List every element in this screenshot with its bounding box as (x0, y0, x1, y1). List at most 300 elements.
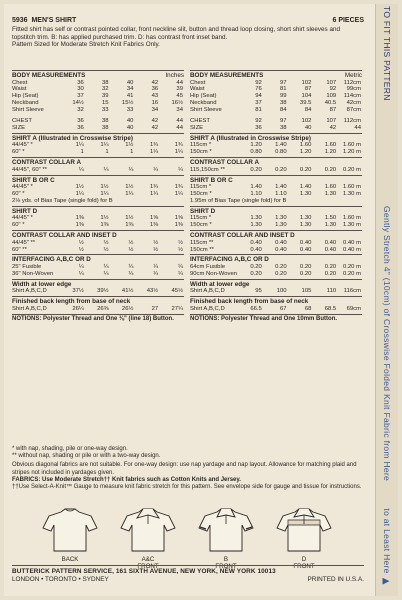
row-value: 0.20 m (342, 270, 361, 277)
row-value: 0.80 (250, 149, 262, 156)
row-value: 68 (304, 305, 312, 312)
pattern-description: Fitted shirt has self or contrast pointed collar, front neckline slit, button and thread loop closing, short shirt sleeves and topstitch trim. B: has applied purchased trim. D: has contrast front inset band. (12, 26, 340, 41)
section-title (190, 298, 362, 306)
row-value: 1⅜ (100, 222, 109, 229)
row-label: 115,150cm ** (190, 166, 225, 173)
row-value: 1¾ (149, 184, 159, 191)
row-value: 0.20 (250, 263, 262, 270)
row-value: ¼ (128, 270, 134, 277)
measurement-row (190, 86, 362, 93)
row-value: 114cm (343, 93, 361, 100)
pattern-header (12, 16, 364, 49)
row-value: 39½ (97, 288, 109, 295)
row-value: 39 (176, 86, 183, 93)
measurement-row (190, 306, 362, 313)
diagonal-note: Obvious diagonal fabrics are not suitable. For one-way design: use nap yardage and nap layout. Allowance for matching plaid and stripes not included in yardages given. (12, 462, 357, 476)
row-value: ½ (78, 239, 84, 246)
gauge-top-label: TO FIT THIS PATTERN (382, 6, 392, 101)
notions: NOTIONS: Polyester Thread and One ⅜" (line 18) Button. (12, 314, 184, 323)
row-value: 0.20 (324, 166, 337, 173)
row-value: 67 (280, 305, 287, 312)
row-value: 104 (301, 93, 312, 100)
row-value: 0.20 (299, 263, 312, 270)
row-label: Chest (12, 79, 28, 86)
row-value: 1¾ (149, 142, 159, 149)
measurement-row (190, 80, 362, 87)
measurement-row (12, 100, 184, 107)
measurement-row (12, 271, 184, 278)
section-shirt-d (190, 206, 362, 229)
row-label: 150cm * (190, 149, 212, 156)
row-value: 40 (126, 79, 134, 86)
row-value: 45½ (171, 288, 183, 295)
measurement-row (12, 149, 184, 156)
row-value: ¼ (103, 166, 109, 173)
section-title-text: Width at lower edge (190, 280, 250, 288)
row-value: 107 (326, 118, 337, 125)
row-value: 1¾ (174, 142, 183, 149)
row-value: 92 (329, 86, 337, 93)
row-value: 42 (151, 79, 159, 86)
row-value: 0.20 (324, 270, 337, 277)
row-label: Neckband (190, 100, 217, 107)
section-width (12, 279, 184, 295)
row-label: Chest (190, 79, 206, 86)
row-value: 116cm (343, 288, 361, 295)
section-shirt-a (12, 133, 184, 156)
measurement-row (190, 149, 362, 156)
row-label: 64cm Fusible (190, 263, 226, 270)
row-value: 43½ (146, 288, 159, 295)
row-value: 1.40 (250, 184, 262, 191)
row-label: Shirt A,B,C,D (12, 288, 47, 295)
section-title (12, 135, 184, 143)
section-title-text: BODY MEASUREMENTS (190, 72, 264, 79)
row-value: ¼ (153, 166, 159, 173)
row-value: 44 (354, 124, 361, 131)
row-value: 81 (255, 107, 262, 114)
row-label: 150cm * (190, 190, 212, 197)
row-label: Hip (Seat) (12, 93, 39, 100)
section-collar-inset (12, 230, 184, 253)
row-value: 32 (77, 107, 84, 114)
row-value: 16½ (171, 100, 183, 107)
gauge-bottom-label: to at Least Here (382, 508, 392, 574)
measurement-row (12, 247, 184, 254)
figure-caption: D FRONT (293, 556, 315, 570)
row-value: 44 (176, 118, 183, 125)
section-title-text: SHIRT A (Illustrated in Crosswise Stripe) (12, 134, 133, 142)
unit-label: Metric (344, 72, 362, 79)
row-value: 34 (126, 86, 134, 93)
section-title (190, 208, 362, 216)
section-title (12, 177, 184, 185)
row-label: 44/45", 60" ** (12, 166, 47, 173)
section-body (190, 70, 362, 132)
shirt-back-illustration (41, 506, 99, 554)
row-value: 105 (301, 288, 312, 295)
gauge-gentle-label: Gently Stretch 4" (10cm) of Crosswise Folded Knit Fabric from Here (382, 206, 392, 482)
row-label: 60" * (12, 222, 25, 229)
row-label: 115cm * (190, 142, 212, 149)
row-label: Hip (Seat) (190, 93, 217, 100)
row-value: 1.10 (250, 190, 262, 197)
row-label: 25" Fusible (12, 263, 42, 270)
row-value: 97 (280, 79, 287, 86)
arrow-down-icon: ▶ (382, 576, 392, 587)
section-title (12, 232, 184, 240)
row-value: 1.30 (299, 215, 312, 222)
row-value: 1¼ (125, 190, 134, 197)
row-value: 1.30 (275, 215, 287, 222)
row-value: 1⅜ (125, 222, 134, 229)
row-value: 107 (326, 79, 337, 86)
row-value: 66.5 (250, 305, 262, 312)
row-value: 36 (77, 79, 84, 86)
row-value: 97 (280, 118, 287, 125)
section-title (12, 208, 184, 216)
measurement-row (12, 288, 184, 295)
row-label: 60" ** (12, 246, 27, 253)
row-value: ½ (153, 246, 159, 253)
section-interfacing (12, 254, 184, 277)
notions: NOTIONS: Polyester Thread and One 10mm Button. (190, 314, 362, 323)
row-value: 1.30 (250, 215, 262, 222)
row-label: Shirt A,B,C,D (12, 305, 47, 312)
row-value: 36 (255, 124, 262, 131)
row-value: 39.5 (299, 100, 312, 107)
row-value: 1.30 (275, 222, 287, 229)
row-value: 26⅜ (97, 305, 109, 312)
row-value: 1⅜ (75, 215, 84, 222)
section-interfacing (190, 254, 362, 277)
row-value: 0.40 (324, 246, 337, 253)
pattern-number: 5936 (12, 17, 28, 24)
row-label: Waist (190, 86, 205, 93)
row-value: 1¼ (149, 149, 159, 156)
nap-note-1: * with nap, shading, pile or one-way design. (12, 446, 128, 452)
row-value: 1.30 (250, 222, 262, 229)
row-value: ½ (128, 239, 134, 246)
section-title-text: Finished back length from base of neck (190, 298, 309, 306)
figure-d-front (274, 506, 334, 570)
row-value: 44 (176, 79, 183, 86)
row-value: 1¼ (75, 142, 84, 149)
row-value: 45 (176, 93, 183, 100)
section-title (190, 72, 362, 80)
row-value: 1.20 (250, 142, 262, 149)
measurement-row (190, 167, 362, 174)
row-value: 15 (102, 100, 109, 107)
fabric-notes (12, 446, 364, 491)
row-label: Shirt A,B,C,D (190, 305, 225, 312)
stretch-gauge-text (376, 4, 398, 596)
shirt-b-illustration (197, 506, 255, 554)
row-value: 26¼ (72, 305, 84, 312)
row-value: 41½ (121, 288, 134, 295)
row-value: 87 (329, 107, 337, 114)
figure-caption: A&C FRONT (137, 556, 159, 570)
row-label: 44/45" * (12, 184, 33, 191)
row-value: 1⅜ (174, 222, 183, 229)
row-value: 36 (151, 86, 159, 93)
row-value: ¼ (178, 263, 183, 270)
row-value: 1 (80, 149, 84, 156)
row-value: 44 (176, 124, 183, 131)
measurement-row (12, 215, 184, 222)
row-value: 39 (102, 93, 109, 100)
row-value: ¼ (128, 166, 134, 173)
section-shirt-bc (190, 175, 362, 205)
row-value: ¼ (178, 166, 183, 173)
row-value: 1.20 (299, 149, 312, 156)
row-value: 102 (301, 79, 312, 86)
row-value: 1.40 (275, 184, 287, 191)
row-value: 0.20 (324, 263, 337, 270)
section-length (190, 296, 362, 312)
row-value: 1.30 (324, 190, 337, 197)
publisher-footer (12, 565, 364, 584)
section-title-text: CONTRAST COLLAR A (190, 159, 260, 167)
row-value: 1 (130, 149, 134, 156)
section-title-text: CONTRAST COLLAR AND INSET D (190, 232, 295, 240)
row-value: 0.40 m (342, 239, 361, 246)
row-value: ¼ (103, 263, 109, 270)
row-value: 42cm (346, 100, 361, 107)
row-value: 0.20 (275, 263, 287, 270)
row-value: 1.40 (275, 142, 287, 149)
row-value: 0.20 m (342, 263, 361, 270)
row-value: 0.40 (299, 239, 312, 246)
row-value: 0.40 (275, 246, 287, 253)
pattern-sizing-note: Pattern Sized for Moderate Stretch Knit Fabrics Only. (12, 41, 160, 49)
row-value: 69cm (346, 305, 361, 312)
row-value: 0.20 (299, 270, 312, 277)
row-value: 30 (77, 86, 84, 93)
measurement-row (190, 222, 362, 229)
row-label: 44/45" * (12, 215, 33, 222)
section-title-text: SHIRT B OR C (190, 176, 233, 184)
imperial-table (12, 70, 184, 324)
row-value: 1½ (125, 215, 134, 222)
row-value: ¼ (128, 263, 134, 270)
section-body (12, 70, 184, 132)
row-value: 1.60 m (342, 142, 361, 149)
row-label: Shirt A,B,C,D (190, 288, 225, 295)
section-title (12, 159, 184, 167)
row-value: ¼ (78, 263, 84, 270)
row-value: 0.40 (275, 239, 287, 246)
row-value: 0.20 (299, 166, 312, 173)
row-value: 1.30 m (342, 222, 361, 229)
publisher-cities: LONDON • TORONTO • SYDNEY (12, 576, 109, 583)
row-value: 99cm (346, 86, 361, 93)
section-title (190, 135, 362, 143)
row-value: 84 (280, 107, 287, 114)
row-value: 112cm (343, 79, 361, 86)
fabrics-note: FABRICS: Use Moderate Stretch†† Knit fabrics such as Cotton Knits and Jersey. (12, 476, 241, 483)
measurement-row (12, 107, 184, 114)
row-value: 37 (255, 100, 262, 107)
row-label: 60" * (12, 149, 25, 156)
row-value: 34 (176, 107, 183, 114)
row-value: 0.40 (299, 246, 312, 253)
row-label: 150cm ** (190, 246, 214, 253)
row-value: 1⅜ (75, 222, 84, 229)
measurement-row (190, 288, 362, 295)
measurement-row (12, 125, 184, 132)
row-value: 68.5 (324, 305, 337, 312)
row-label: CHEST (190, 118, 210, 125)
row-value: 14½ (72, 100, 84, 107)
row-value: 0.20 m (342, 166, 361, 173)
row-value: 40.5 (324, 100, 337, 107)
row-value: ½ (103, 246, 109, 253)
row-value: 112cm (343, 118, 361, 125)
row-value: 95 (255, 288, 262, 295)
measurement-row (190, 142, 362, 149)
row-value: 33 (102, 107, 109, 114)
row-value: 1.30 (324, 222, 337, 229)
row-label: 150cm * (190, 222, 212, 229)
row-value: 1¼ (75, 190, 84, 197)
figure-caption: B FRONT (215, 556, 237, 570)
row-value: 1.60 m (342, 215, 361, 222)
row-value: ¼ (153, 270, 159, 277)
row-value: 0.40 m (342, 246, 361, 253)
measurement-row (12, 222, 184, 229)
measurement-row (190, 215, 362, 222)
row-value: 0.20 (275, 270, 287, 277)
figure-ac-front (118, 506, 178, 570)
measurement-row (190, 100, 362, 107)
row-value: 41 (126, 93, 134, 100)
row-label: CHEST (12, 118, 32, 125)
row-value: 1⅝ (174, 215, 183, 222)
row-label: 115cm * (190, 215, 212, 222)
section-title (12, 298, 184, 306)
row-value: 94 (255, 93, 262, 100)
row-value: 1½ (125, 142, 134, 149)
row-value: 1½ (75, 184, 84, 191)
row-value: 42 (151, 124, 159, 131)
row-value: 27 (151, 305, 159, 312)
row-value: 38 (280, 100, 287, 107)
section-shirt-d (12, 206, 184, 229)
row-label: SIZE (190, 124, 204, 131)
row-value: 1⅜ (149, 222, 159, 229)
row-value: 100 (276, 288, 287, 295)
row-value: ¼ (78, 270, 84, 277)
row-value: ½ (128, 246, 134, 253)
section-shirt-bc (12, 175, 184, 205)
row-value: 38 (102, 79, 109, 86)
row-value: 99 (280, 93, 287, 100)
section-title (190, 232, 362, 240)
measurement-row (12, 93, 184, 100)
measurement-row (190, 191, 362, 198)
row-value: 33 (126, 107, 134, 114)
row-value: 40 (304, 124, 312, 131)
row-value: 42 (329, 124, 337, 131)
figure-back (40, 506, 100, 563)
measurement-row (190, 184, 362, 191)
measurement-row (12, 167, 184, 174)
row-value: 34 (151, 107, 159, 114)
row-value: 92 (255, 79, 262, 86)
shirt-ac-illustration (119, 506, 177, 554)
row-value: 1.20 (324, 149, 337, 156)
row-value: 37 (77, 93, 84, 100)
printed-in: PRINTED IN U.S.A. (307, 576, 364, 583)
measurement-row (190, 264, 362, 271)
measurement-row (190, 271, 362, 278)
row-value: 1½ (100, 215, 109, 222)
section-title (12, 256, 184, 264)
row-value: 43 (151, 93, 159, 100)
row-value: 0.40 (250, 239, 262, 246)
row-value: 1.20 m (342, 149, 361, 156)
shirt-d-illustration (275, 506, 333, 554)
section-collar-inset (190, 230, 362, 253)
row-value: 81 (280, 86, 287, 93)
measurement-row (12, 191, 184, 198)
section-title-text: BODY MEASUREMENTS (12, 72, 86, 79)
row-value: 1.30 (299, 190, 312, 197)
row-value: 27¼ (171, 305, 183, 312)
row-value: 1½ (100, 184, 109, 191)
row-value: 1.60 (324, 142, 337, 149)
section-title-text: CONTRAST COLLAR A (12, 159, 82, 167)
row-value: 1.60 (324, 184, 337, 191)
row-value: 1.60 m (342, 184, 361, 191)
row-value: 110 (326, 288, 337, 295)
section-title (190, 256, 362, 264)
row-label: 115cm * (190, 184, 212, 191)
pattern-title: MEN'S SHIRT (31, 17, 77, 24)
row-label: Neckband (12, 100, 39, 107)
row-value: ¼ (153, 263, 159, 270)
row-value: 38 (102, 124, 109, 131)
measurement-row (12, 142, 184, 149)
row-value: 15½ (121, 100, 134, 107)
row-label: 44/45" * (12, 142, 33, 149)
row-value: 1.30 (299, 222, 312, 229)
measurement-row (12, 184, 184, 191)
row-value: 42 (151, 118, 159, 125)
row-value: 32 (102, 86, 109, 93)
row-value: 0.20 (275, 166, 287, 173)
row-value: 40 (126, 124, 134, 131)
row-value: 1 (105, 149, 109, 156)
measurement-row (12, 306, 184, 313)
row-value: 1.30 m (342, 190, 361, 197)
section-title-text: Finished back length from base of neck (12, 298, 131, 306)
section-title-text: SHIRT A (Illustrated in Crosswise Stripe) (190, 134, 311, 142)
row-value: ½ (178, 246, 183, 253)
section-length (12, 296, 184, 312)
row-label: 44/45" ** (12, 239, 36, 246)
measurement-row (190, 247, 362, 254)
row-value: ½ (153, 239, 159, 246)
row-value: 1.60 (299, 142, 312, 149)
row-value: 38 (280, 124, 287, 131)
figure-b-front (196, 506, 256, 570)
section-title (190, 159, 362, 167)
row-value: 0.80 (275, 149, 287, 156)
row-value: 84 (304, 107, 312, 114)
row-value: 16 (151, 100, 159, 107)
